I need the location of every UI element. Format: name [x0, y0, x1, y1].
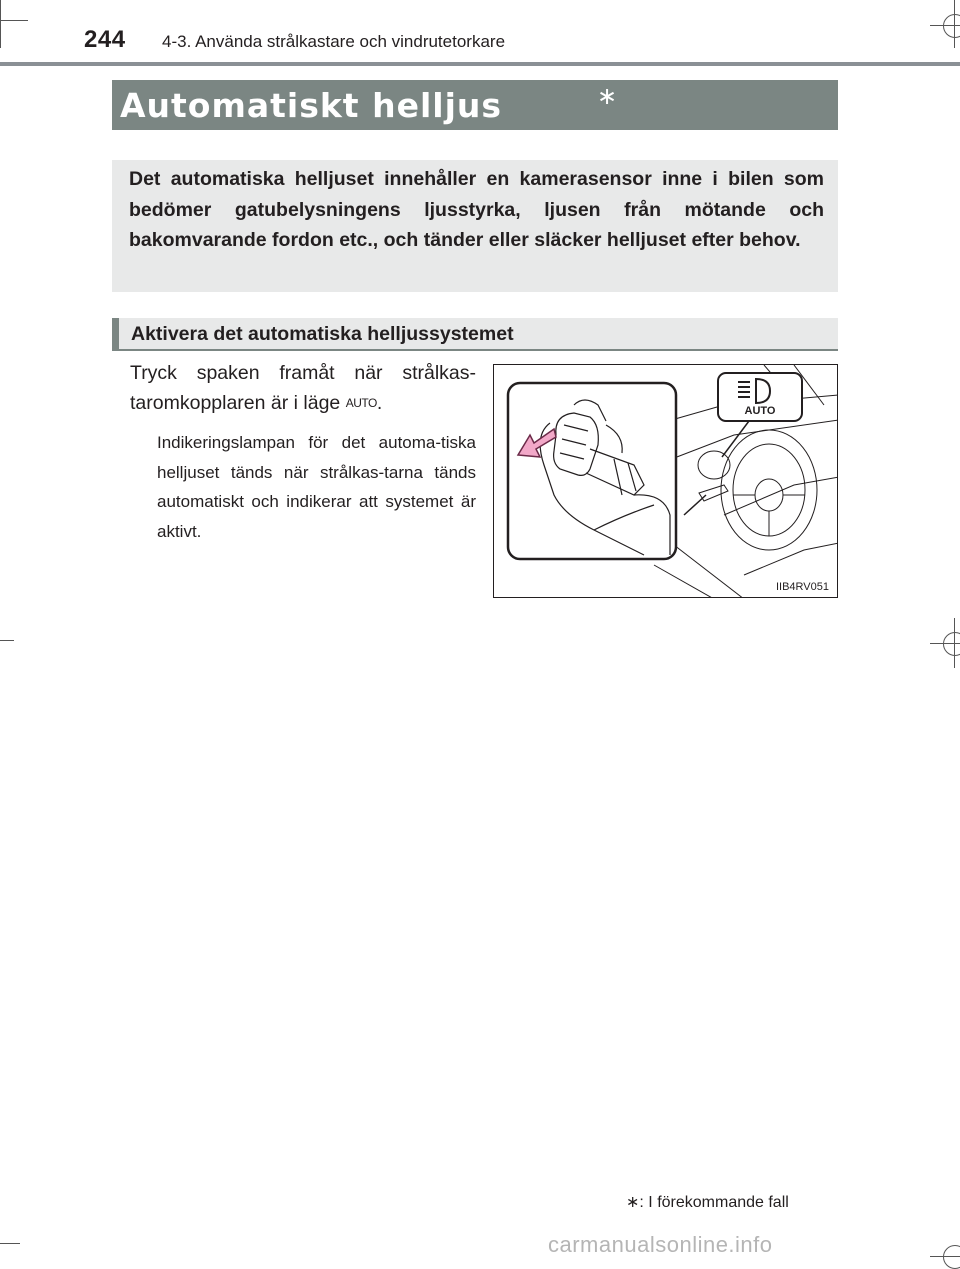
- intro-box: [112, 160, 838, 292]
- note-text: Indikeringslampan för det automa-tiska helljuset tänds när strålkas-tarna tänds automatiskt och indikerar att systemet är aktivt.: [157, 433, 476, 541]
- crop-mark: [0, 20, 28, 21]
- instruction-text-end: .: [376, 392, 383, 414]
- watermark: carmanualsonline.info: [548, 1232, 773, 1257]
- chapter-title: 4-3. Använda strålkastare och vindrutetorkare: [162, 32, 506, 51]
- crop-mark: [943, 632, 960, 656]
- page-number: 244: [84, 26, 126, 53]
- subsection-title: Aktivera det automatiska helljussystemet: [131, 323, 514, 345]
- section-title-bar: [112, 80, 838, 130]
- crop-mark: [954, 618, 955, 668]
- footnote-text: : I förekommande fall: [639, 1194, 789, 1211]
- crop-mark: [943, 14, 960, 38]
- instruction-text: [130, 358, 476, 420]
- crop-mark: [930, 1256, 960, 1257]
- steering-lever-illustration: [494, 365, 838, 598]
- illustration: [493, 364, 838, 598]
- inset-frame: [508, 383, 676, 559]
- instruction-text-main: Tryck spaken framåt när strålkas-taromkopplaren är i läge: [130, 362, 476, 414]
- footnote-mark: ∗: [626, 1194, 640, 1211]
- crop-mark: [954, 0, 955, 48]
- footnote: [626, 1192, 789, 1212]
- crop-mark: [930, 643, 960, 644]
- crop-mark: [0, 640, 14, 641]
- header-rule: [0, 62, 960, 66]
- crop-mark: [930, 25, 960, 26]
- crop-mark: [0, 1243, 20, 1244]
- section-title: Automatiskt helljus: [120, 86, 503, 125]
- crop-mark: [943, 1245, 960, 1269]
- crop-mark: [0, 0, 1, 48]
- figure-code: IIB4RV051: [775, 581, 829, 593]
- auto-symbol: AUTO: [345, 396, 377, 410]
- optional-equipment-mark: ∗: [597, 83, 618, 110]
- auto-indicator-label: AUTO: [744, 405, 776, 417]
- intro-text: Det automatiska helljuset innehåller en kamerasensor inne i bilen som bedömer gatubelysningens ljusstyrka, ljusen från mötande och bakomvarande fordon etc., och tänder eller släcker helljuset efter behov.: [129, 168, 824, 251]
- subsection-bar: [112, 318, 838, 351]
